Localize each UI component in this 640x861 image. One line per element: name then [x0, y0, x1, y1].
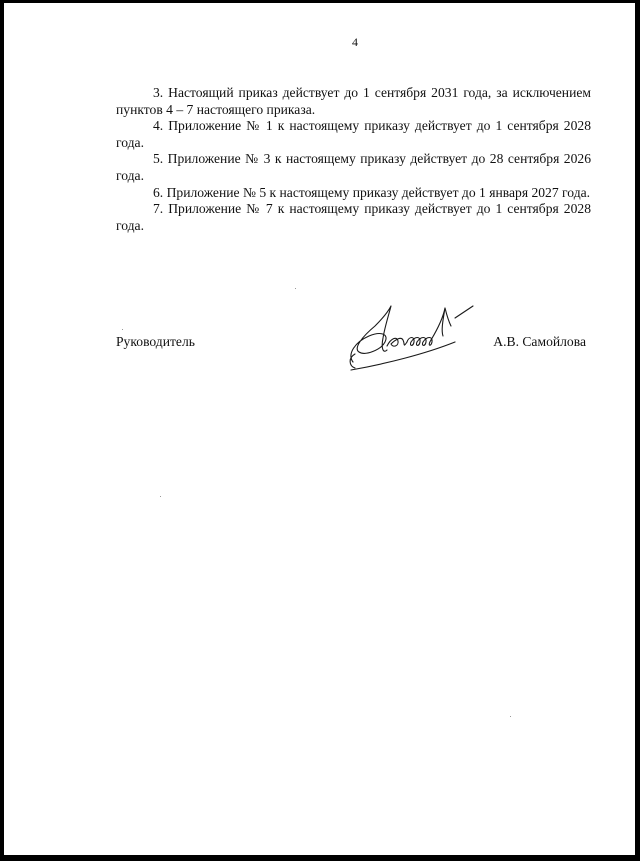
signer-name: А.В. Самойлова	[493, 334, 586, 349]
handwritten-signature	[345, 296, 495, 376]
provision-paragraph-5: 5. Приложение № 3 к настоящему приказу действует до 28 сентября 2026 года.	[116, 151, 591, 183]
provision-paragraph-4: 4. Приложение № 1 к настоящему приказу действует до 1 сентября 2028 года.	[116, 118, 591, 150]
signer-title: Руководитель	[116, 334, 195, 349]
scan-speck	[160, 496, 161, 497]
page-number: 4	[352, 35, 358, 49]
order-provisions	[116, 85, 591, 234]
scan-speck	[510, 716, 511, 717]
provision-paragraph-6: 6. Приложение № 5 к настоящему приказу действует до 1 января 2027 года.	[153, 184, 591, 200]
provision-paragraph-3: 3. Настоящий приказ действует до 1 сентября 2031 года, за исключением пунктов 4 – 7 настоящего приказа.	[116, 85, 591, 117]
scan-speck	[295, 288, 296, 289]
scan-speck	[122, 329, 123, 330]
provision-paragraph-7: 7. Приложение № 7 к настоящему приказу действует до 1 сентября 2028 года.	[116, 201, 591, 233]
